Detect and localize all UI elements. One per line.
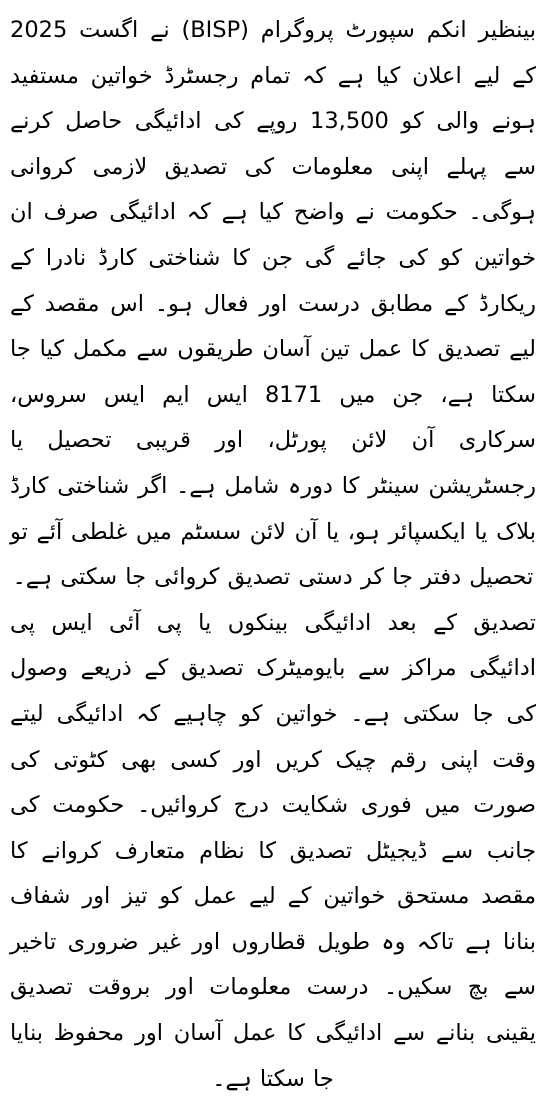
article-body	[10, 8, 537, 1092]
article-paragraph-1: بینظیر انکم سپورٹ پروگرام (BISP) نے اگست 2025 کے لیے اعلان کیا ہے کہ تمام رجسٹرڈ خواتین مستفید ہونے والی کو 13,500 روپے کی ادائیگی حاصل کرنے سے پہلے اپنی معلومات کی تصدیق لازمی کروانی ہوگی۔ حکومت نے واضح کیا ہے کہ ادائیگی صرف ان خواتین کو کی جائے گی جن کا شناختی کارڈ نادرا کے ریکارڈ کے مطابق درست اور فعال ہو۔ اس مقصد کے لیے تصدیق کا عمل تین آسان طریقوں سے مکمل کیا جا سکتا ہے، جن میں 8171 ایس ایم ایس سروس، سرکاری آن لائن پورٹل، اور قریبی تحصیل یا رجسٹریشن سینٹر کا دورہ شامل ہے۔ اگر شناختی کارڈ بلاک یا ایکسپائر ہو، یا آن لائن سسٹم میں غلطی آئے تو تحصیل دفتر جا کر دستی تصدیق کروائی جا سکتی ہے۔	[10, 17, 537, 591]
article-paragraph-2: تصدیق کے بعد ادائیگی بینکوں یا پی آئی ایس پی ادائیگی مراکز سے بایومیٹرک تصدیق کے ذریعے وصول کی جا سکتی ہے۔ خواتین کو چاہیے کہ ادائیگی لیتے وقت اپنی رقم چیک کریں اور کسی بھی کٹوتی کی صورت میں فوری شکایت درج کروائیں۔ حکومت کی جانب سے ڈیجیٹل تصدیق کا نظام متعارف کروانے کا مقصد مستحق خواتین کے لیے عمل کو تیز اور شفاف بنانا ہے تاکہ وہ طویل قطاروں اور غیر ضروری تاخیر سے بچ سکیں۔ درست معلومات اور بروقت تصدیق یقینی بنانے سے ادائیگی کا عمل آسان اور محفوظ بنایا جا سکتا ہے۔	[10, 609, 536, 1092]
